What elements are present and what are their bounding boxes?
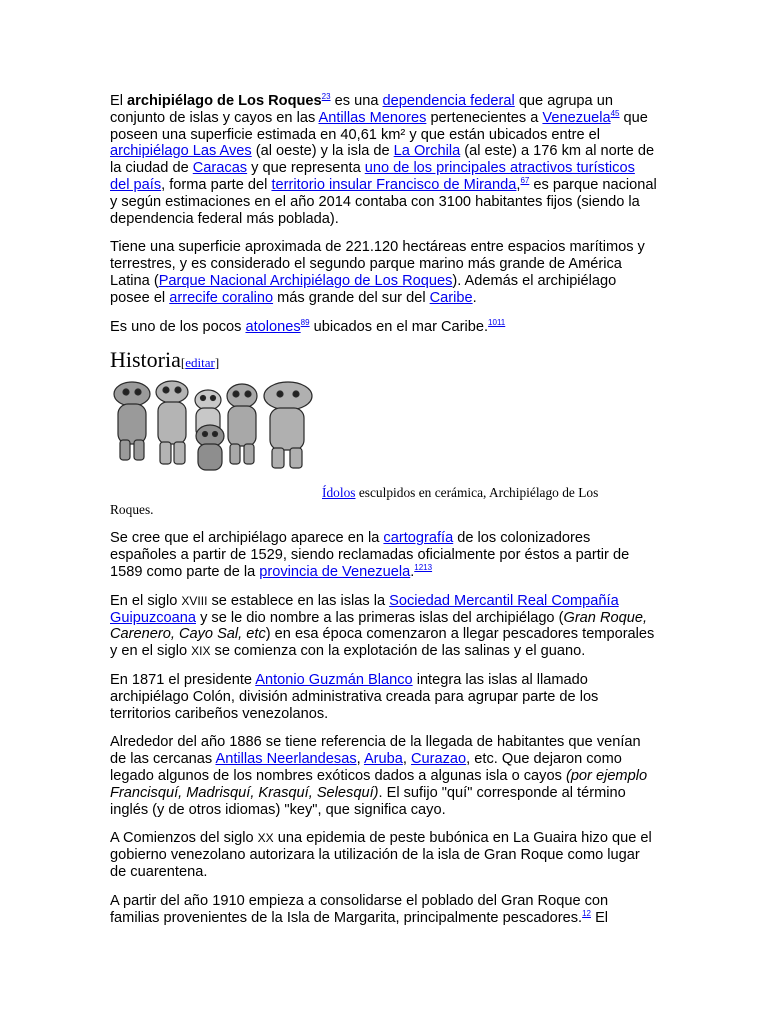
- text: .: [410, 563, 415, 580]
- history-paragraph-5: [110, 830, 658, 880]
- figure-idolos: [110, 378, 658, 482]
- text: se comienza con la explotación de las salinas y el guano.: [210, 643, 586, 660]
- history-paragraph-6: [110, 893, 658, 927]
- text: Se cree que el archipiélago aparece en la: [110, 530, 384, 547]
- link-aruba[interactable]: Aruba: [363, 751, 403, 768]
- text: ,: [356, 751, 364, 768]
- reference-1011[interactable]: [488, 318, 505, 327]
- reference-link[interactable]: 1213: [414, 563, 433, 573]
- text: A partir del año 1910 empieza a consolidarse el poblado del Gran Roque con familias provenientes de la Isla de Margarita, principalmente pescadores.: [110, 892, 609, 926]
- century-numeral: XVIII: [181, 593, 208, 608]
- text: integra las islas al llamado archipiélago Colón, división administrativa creada para agrupar parte de los territorios caribeños venezolanos.: [110, 671, 599, 722]
- text: . El sufijo "quí" corresponde al término inglés (y de otros idiomas) "key", que significa cayo.: [110, 784, 626, 818]
- link-parque-nacional[interactable]: Parque Nacional Archipiélago de Los Roques: [158, 272, 453, 289]
- text: ubicados en el mar Caribe.: [309, 318, 489, 335]
- reference-link[interactable]: 67: [520, 176, 530, 186]
- text: Tiene una superficie aproximada de 221.120 hectáreas entre espacios marítimos y terrestres, y es considerado el segundo parque marino más grande de América Latina (: [110, 239, 645, 289]
- history-paragraph-4: [110, 734, 658, 818]
- text: pertenecientes a: [426, 109, 543, 126]
- history-paragraph-3: [110, 672, 658, 722]
- text: ,: [402, 751, 411, 768]
- text: A Comienzos del siglo: [110, 830, 258, 847]
- text: Alrededor del año 1886 se tiene referencia de la llegada de habitantes que venían de las cercanas: [110, 734, 641, 768]
- reference-89[interactable]: [301, 318, 310, 327]
- text: una epidemia de peste bubónica en La Guaira hizo que el gobierno venezolano autorizara la utilización de la isla de Gran Roque como lugar de cuarentena.: [110, 830, 652, 880]
- reference-12[interactable]: [582, 909, 591, 918]
- text: y se le dio nombre a las primeras islas del archipiélago (: [196, 609, 564, 626]
- figure-caption: [110, 484, 658, 518]
- reference-link[interactable]: 45: [610, 108, 620, 118]
- link-curazao[interactable]: Curazao: [411, 751, 467, 768]
- text: y que representa: [247, 160, 365, 177]
- article-body: [110, 93, 658, 938]
- caption-text: esculpidos en cerámica, Archipiélago de Los: [355, 485, 599, 501]
- link-la-orchila[interactable]: La Orchila: [393, 143, 461, 160]
- text: , etc. Que dejaron como legado algunos de los nombres exóticos dados a algunas isla o cayos: [110, 751, 622, 784]
- edit-link[interactable]: editar: [185, 355, 215, 371]
- article-subject: archipiélago de Los Roques: [127, 93, 322, 109]
- section-heading-historia: [110, 347, 658, 376]
- century-numeral: XIX: [191, 644, 211, 659]
- idol-figure: [196, 425, 224, 470]
- text: Es uno de los pocos: [110, 318, 246, 335]
- reference-link[interactable]: 12: [582, 908, 592, 918]
- text: es una: [330, 93, 383, 109]
- link-arrecife-coralino[interactable]: arrecife coralino: [169, 289, 274, 306]
- link-antonio-guzman-blanco[interactable]: Antonio Guzmán Blanco: [255, 671, 413, 688]
- text: En el siglo: [110, 592, 182, 609]
- text: más grande del sur del: [273, 289, 430, 306]
- intro-paragraph-2: [110, 239, 658, 306]
- bracket: ]: [214, 355, 220, 371]
- link-territorio-insular[interactable]: territorio insular Francisco de Miranda: [271, 176, 517, 193]
- text: En 1871 el presidente: [110, 671, 256, 688]
- intro-paragraph-3: [110, 319, 658, 336]
- text: ) en esa época comenzaron a llegar pescadores temporales y en el siglo: [110, 626, 655, 660]
- link-dependencia-federal[interactable]: dependencia federal: [382, 93, 515, 109]
- text: ). Además el archipiélago posee el: [110, 272, 617, 306]
- link-antillas-neerlandesas[interactable]: Antillas Neerlandesas: [215, 751, 357, 768]
- reference-link[interactable]: 23: [321, 92, 331, 102]
- link-cartografia[interactable]: cartografía: [383, 530, 454, 547]
- link-atolones[interactable]: atolones: [245, 318, 301, 335]
- idolos-image[interactable]: [110, 378, 320, 478]
- caption-text: Roques.: [110, 502, 154, 518]
- text: es parque nacional y según estimaciones en el año 2014 contaba con 3100 habitantes fijos (siendo la dependencia federal más poblada).: [110, 176, 657, 227]
- text: que poseen una superficie estimada en 40,61 km² y que están ubicados entre el: [110, 109, 648, 143]
- text: ,: [516, 176, 521, 193]
- text: de los colonizadores españoles a partir de 1529, siendo reclamadas oficialmente por éstos a partir de 1589 como parte de la: [110, 530, 630, 580]
- heading-text: Historia: [110, 347, 181, 373]
- link-archipielago-las-aves[interactable]: archipiélago Las Aves: [110, 143, 252, 160]
- intro-paragraph-1: [110, 93, 658, 227]
- reference-23[interactable]: [322, 92, 331, 101]
- link-atractivos-turisticos[interactable]: uno de los principales atractivos turísticos del país: [110, 160, 635, 193]
- text: El: [591, 909, 609, 926]
- reference-45[interactable]: [611, 109, 620, 118]
- text: (al este) a 176 km al norte de la ciudad de: [110, 143, 655, 177]
- link-compania-guipuzcoana[interactable]: Sociedad Mercantil Real Compañía Guipuzcoana: [110, 592, 619, 626]
- text: El: [110, 93, 128, 109]
- reference-1213[interactable]: [414, 563, 432, 572]
- reference-link[interactable]: 1011: [488, 317, 506, 327]
- text: (al oeste) y la isla de: [251, 143, 394, 160]
- link-venezuela[interactable]: Venezuela: [542, 109, 611, 126]
- edit-section: [181, 355, 219, 370]
- text: .: [472, 289, 477, 306]
- link-antillas-menores[interactable]: Antillas Menores: [318, 109, 427, 126]
- text: que agrupa un conjunto de islas y cayos en las: [110, 93, 613, 126]
- italic-text: (por ejemplo Francisquí, Madrisquí, Krasquí, Selesquí): [110, 767, 648, 801]
- history-paragraph-2: [110, 593, 658, 660]
- reference-link[interactable]: 89: [300, 317, 310, 327]
- bracket: [: [180, 355, 186, 371]
- italic-text: Gran Roque, Carenero, Cayo Sal, etc: [110, 609, 648, 643]
- text: , forma parte del: [161, 176, 272, 193]
- link-caribe[interactable]: Caribe: [429, 289, 473, 306]
- century-numeral: XX: [257, 831, 274, 846]
- history-paragraph-1: [110, 530, 658, 580]
- link-provincia-de-venezuela[interactable]: provincia de Venezuela: [259, 563, 411, 580]
- text: se establece en las islas la: [207, 592, 390, 609]
- link-idolos[interactable]: Ídolos: [322, 485, 356, 501]
- link-caracas[interactable]: Caracas: [192, 160, 248, 177]
